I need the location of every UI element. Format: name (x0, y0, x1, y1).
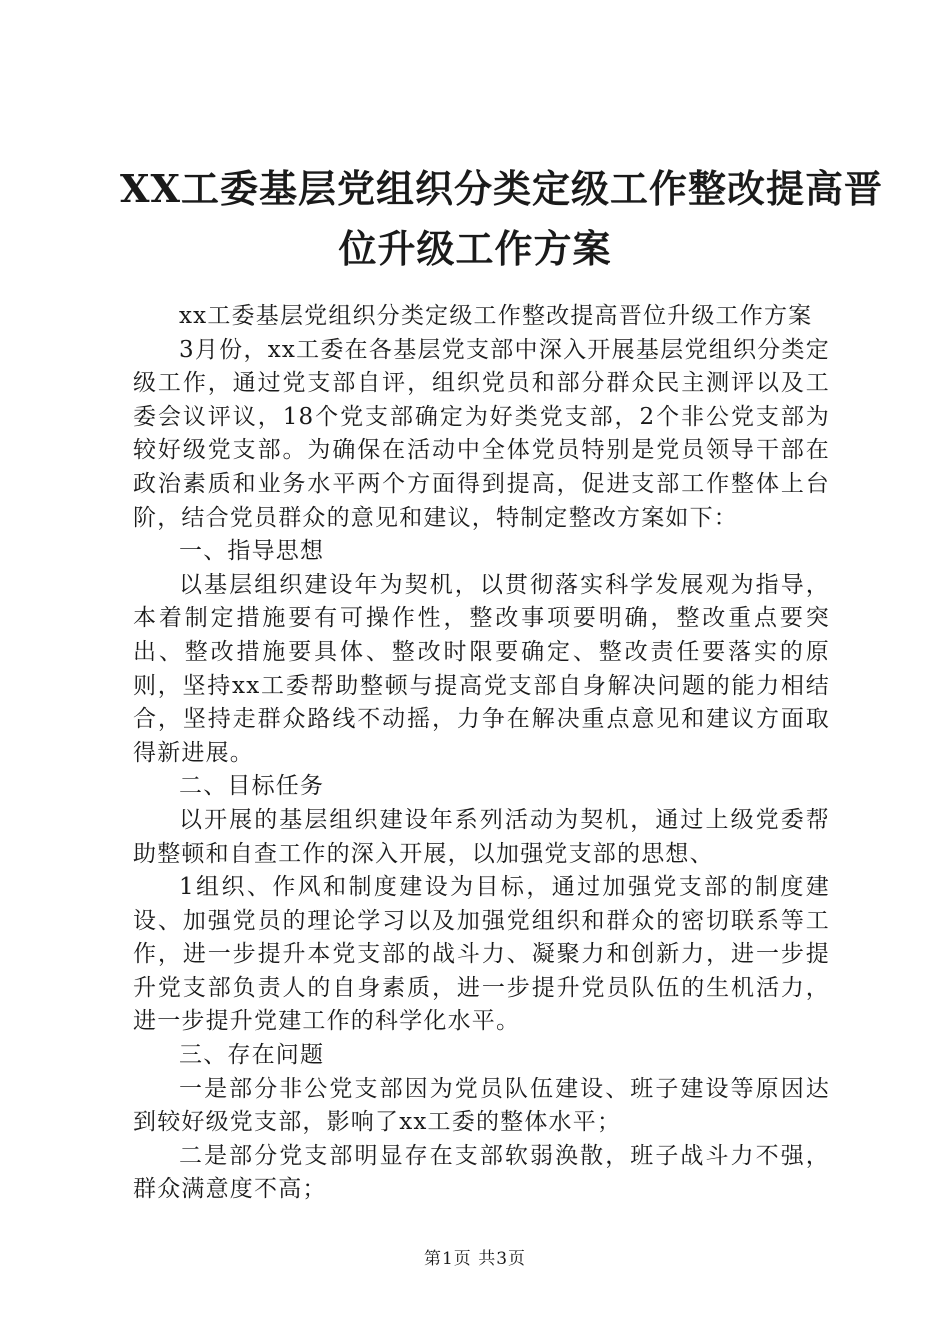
page-footer: 第1页 共3页 (423, 1249, 527, 1269)
paragraph-problem-1: 一是部分非公党支部因为党员队伍建设、班子建设等原因达到较好级党支部，影响了xx工委的整体水平； (133, 1075, 830, 1136)
paragraph-goals-part1: 以开展的基层组织建设年系列活动为契机，通过上级党委帮助整顿和自查工作的深入开展，以加强党支部的思想、 (133, 806, 830, 867)
document-title-line2: 位升级工作方案 (338, 226, 612, 271)
paragraph-intro: 3月份，xx工委在各基层党支部中深入开展基层党组织分类定级工作，通过党支部自评，组织党员和部分群众民主测评以及工委会议评议，18个党支部确定为好类党支部，2个非公党支部为较好级党支部。为确保在活动中全体党员特别是党员领导干部在政治素质和业务水平两个方面得到提高，促进支部工作整体上台阶，结合党员群众的意见和建议，特制定整改方案如下： (133, 336, 830, 531)
paragraph-problem-2: 二是部分党支部明显存在支部软弱涣散，班子战斗力不强，群众满意度不高； (133, 1142, 830, 1203)
section-heading-guiding-ideology: 一、指导思想 (179, 538, 325, 565)
paragraph-doc-name: xx工委基层党组织分类定级工作整改提高晋位升级工作方案 (179, 303, 813, 329)
paragraph-guiding-ideology: 以基层组织建设年为契机，以贯彻落实科学发展观为指导，本着制定措施要有可操作性，整改事项要明确，整改重点要突出、整改措施要具体、整改时限要确定、整改责任要落实的原则，坚持xx工委帮助整顿与提高党支部自身解决问题的能力相结合，坚持走群众路线不动摇，力争在解决重点意见和建议方面取得新进展。 (133, 571, 830, 766)
paragraph-goals-part2: 1组织、作风和制度建设为目标，通过加强党支部的制度建设、加强党员的理论学习以及加强党组织和群众的密切联系等工作，进一步提升本党支部的战斗力、凝聚力和创新力，进一步提升党支部负责人的自身素质，进一步提升党员队伍的生机活力，进一步提升党建工作的科学化水平。 (133, 874, 830, 1035)
section-heading-goals: 二、目标任务 (179, 773, 325, 800)
section-heading-problems: 三、存在问题 (179, 1042, 325, 1069)
document-body (133, 300, 830, 1207)
document-title-line1: XX工委基层党组织分类定级工作整改提高晋 (120, 166, 883, 211)
